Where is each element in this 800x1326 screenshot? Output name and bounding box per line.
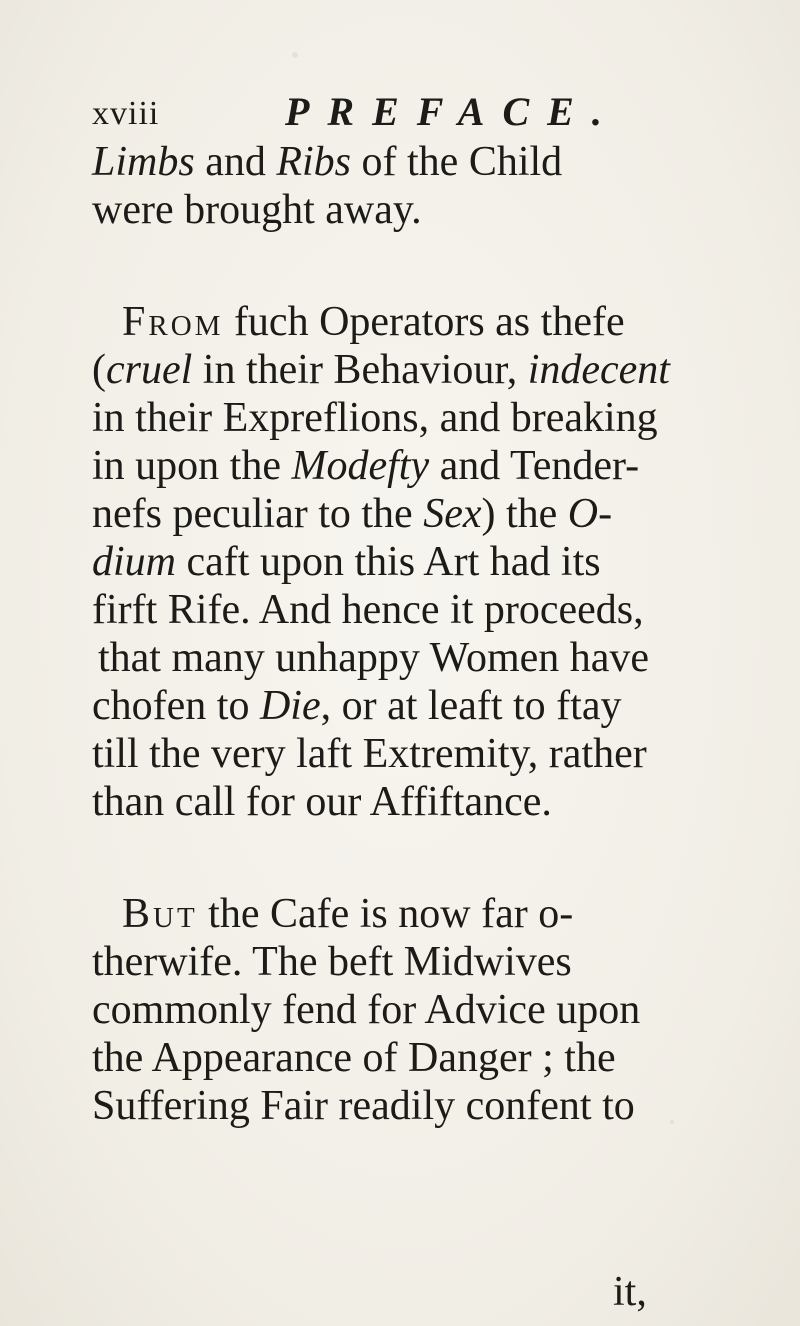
text-run: caft upon this Art had its: [176, 539, 601, 585]
italic-word: dium: [92, 539, 176, 585]
italic-word: Ribs: [276, 139, 352, 185]
text-line: [92, 938, 572, 986]
text-line: [92, 778, 552, 826]
text-line: [92, 346, 670, 394]
text-line: [92, 394, 658, 442]
text-run: ) the: [481, 491, 568, 537]
text-line: [92, 186, 422, 234]
text-run: in their Behaviour,: [192, 347, 528, 393]
italic-word: Sex: [423, 491, 482, 537]
text-line: [92, 986, 640, 1034]
text-run: firft Rife. And hence it proceeds,: [92, 587, 644, 633]
italic-word: Modefty: [291, 443, 430, 489]
text-line: [98, 634, 649, 682]
text-line: [92, 1034, 616, 1082]
text-line: [92, 138, 562, 186]
text-line: [92, 538, 601, 586]
italic-word: indecent: [527, 347, 670, 393]
text-run: of the Child: [351, 139, 563, 185]
text-run: the Appearance of Danger ; the: [92, 1035, 616, 1081]
text-run: nefs peculiar to the: [92, 491, 424, 537]
text-line: [92, 1082, 635, 1130]
italic-word: O-: [567, 491, 613, 537]
text-run: than call for our Affiftance.: [92, 779, 552, 825]
text-run: in their Expreflions, and breaking: [92, 395, 658, 441]
text-run: that many unhappy Women have: [98, 635, 650, 681]
page-number: xviii: [92, 95, 160, 132]
text-run: Suffering Fair readily confent to: [92, 1083, 635, 1129]
text-line: [92, 682, 621, 730]
italic-word: cruel: [106, 347, 193, 393]
text-run: chofen to: [92, 683, 260, 729]
catchword: it,: [613, 1269, 647, 1315]
text-run: the Cafe is now far o-: [197, 891, 574, 937]
text-run: and Tender-: [429, 443, 640, 489]
text-run: in upon the: [92, 443, 292, 489]
text-run: , or at leaft to ftay: [320, 683, 622, 729]
text-line: [92, 730, 647, 778]
text-run: and: [194, 139, 277, 185]
text-line: [122, 890, 573, 938]
text-line: [92, 586, 644, 634]
small-caps-word: But: [122, 891, 198, 937]
text-line: [122, 298, 625, 346]
text-run: till the very laft Extremity, rather: [92, 731, 647, 777]
text-line: [92, 442, 639, 490]
running-title: PREFACE.: [285, 89, 620, 134]
text-run: therwife. The beft Midwives: [92, 939, 572, 985]
text-run: fuch Operators as thefe: [223, 299, 625, 345]
text-run: (: [92, 347, 106, 393]
italic-word: Die: [259, 683, 321, 729]
text-run: commonly fend for Advice upon: [92, 987, 641, 1033]
text-line: [92, 490, 612, 538]
small-caps-word: From: [122, 299, 224, 345]
text-run: were brought away.: [92, 187, 422, 233]
italic-word: Limbs: [92, 139, 195, 185]
